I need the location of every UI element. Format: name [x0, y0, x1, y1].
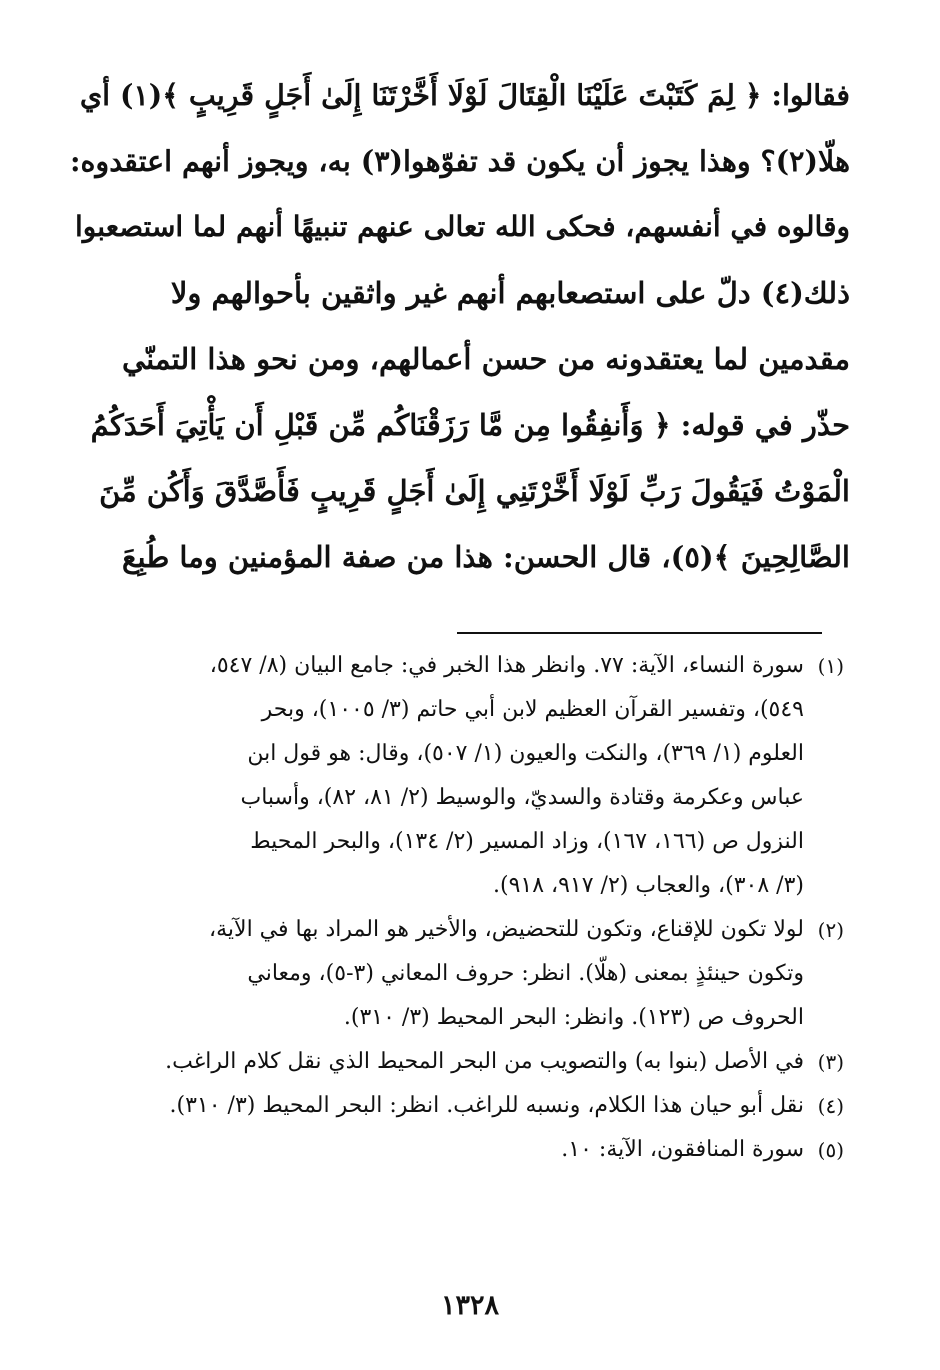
footnote-line: في الأصل (بنوا به) والتصويب من البحر المحيط الذي نقل كلام الراغب.: [165, 1049, 804, 1074]
footnote-2: [54, 908, 844, 1040]
footnote-line: سورة المنافقون، الآية: ١٠.: [561, 1137, 804, 1162]
footnote-line: ٥٤٩)، وتفسير القرآن العظيم لابن أبي حاتم (٣/ ١٠٠٥)، وبحر: [261, 697, 804, 722]
footnote-5: [54, 1128, 844, 1172]
main-text-line: ذلك(٤) دلّ على استصعابهم أنهم غير واثقين بأحوالهم ولا: [170, 276, 850, 310]
page-number: ١٣٢٨: [440, 1290, 499, 1321]
footnote-line: لولا تكون للإقناع، وتكون للتحضيض، والأخير هو المراد بها في الآية،: [209, 917, 804, 942]
footnote-line: (٣/ ٣٠٨)، والعجاب (٢/ ٩١٧، ٩١٨).: [492, 873, 804, 898]
main-text-line: الْمَوْتُ فَيَقُولَ رَبِّ لَوْلَا أَخَّرْتَنِي إِلَىٰ أَجَلٍ قَرِيبٍ فَأَصَّدَّقَ وَأَكُن مِّنَ: [99, 474, 850, 508]
footnote-number: (٣): [817, 1050, 844, 1074]
footnote-number: (٤): [817, 1094, 844, 1118]
footnote-line: الحروف ص (١٢٣). وانظر: البحر المحيط (٣/ ٣١٠).: [343, 1005, 804, 1030]
main-text-line: مقدمين لما يعتقدونه من حسن أعمالهم، ومن نحو هذا التمنّي: [121, 342, 850, 376]
footnote-line: نقل أبو حيان هذا الكلام، ونسبه للراغب. انظر: البحر المحيط (٣/ ٣١٠).: [169, 1093, 804, 1118]
footnote-4: [54, 1084, 844, 1128]
footnote-line: النزول ص (١٦٦، ١٦٧)، وزاد المسير (٢/ ١٣٤)، والبحر المحيط: [250, 829, 804, 854]
footnote-separator: [457, 632, 822, 634]
footnotes: [54, 644, 844, 1172]
footnote-line: وتكون حينئذٍ بمعنى (هلّا). انظر: حروف المعاني (٣-٥)، ومعاني: [247, 961, 804, 986]
main-text-line: فقالوا: ﴿ لِمَ كَتَبْتَ عَلَيْنَا الْقِتَالَ لَوْلَا أَخَّرْتَنَا إِلَىٰ أَجَلٍ قَرِيبٍ ﴾(١) أي: [79, 78, 850, 112]
footnote-number: (٢): [817, 918, 844, 942]
main-text-line: وقالوه في أنفسهم، فحكى الله تعالى عنهم تنبيهًا أنهم لما استصعبوا: [75, 210, 850, 243]
footnote-3: [54, 1040, 844, 1084]
footnote-1: [54, 644, 844, 908]
footnote-line: سورة النساء، الآية: ٧٧. وانظر هذا الخبر في: جامع البيان (٨/ ٥٤٧،: [209, 653, 804, 678]
main-text-line: الصَّالِحِينَ ﴾(٥)، قال الحسن: هذا من صفة المؤمنين وما طُبِعَ: [122, 540, 850, 574]
footnote-line: العلوم (١/ ٣٦٩)، والنكت والعيون (١/ ٥٠٧)، وقال: هو قول ابن: [247, 741, 804, 766]
footnote-line: عباس وعكرمة وقتادة والسديّ، والوسيط (٢/ ٨١، ٨٢)، وأسباب: [240, 785, 804, 810]
footnote-number: (٥): [817, 1138, 844, 1162]
main-text-line: هلّا(٢)؟ وهذا يجوز أن يكون قد تفوّهوا(٣) به، ويجوز أنهم اعتقدوه:: [70, 144, 850, 178]
main-text-line: حذّر في قوله: ﴿ وَأَنفِقُوا مِن مَّا رَزَقْنَاكُم مِّن قَبْلِ أَن يَأْتِيَ أَحَدَكُمُ: [90, 408, 850, 442]
main-text: [70, 62, 850, 590]
footnote-number: (١): [817, 654, 844, 678]
